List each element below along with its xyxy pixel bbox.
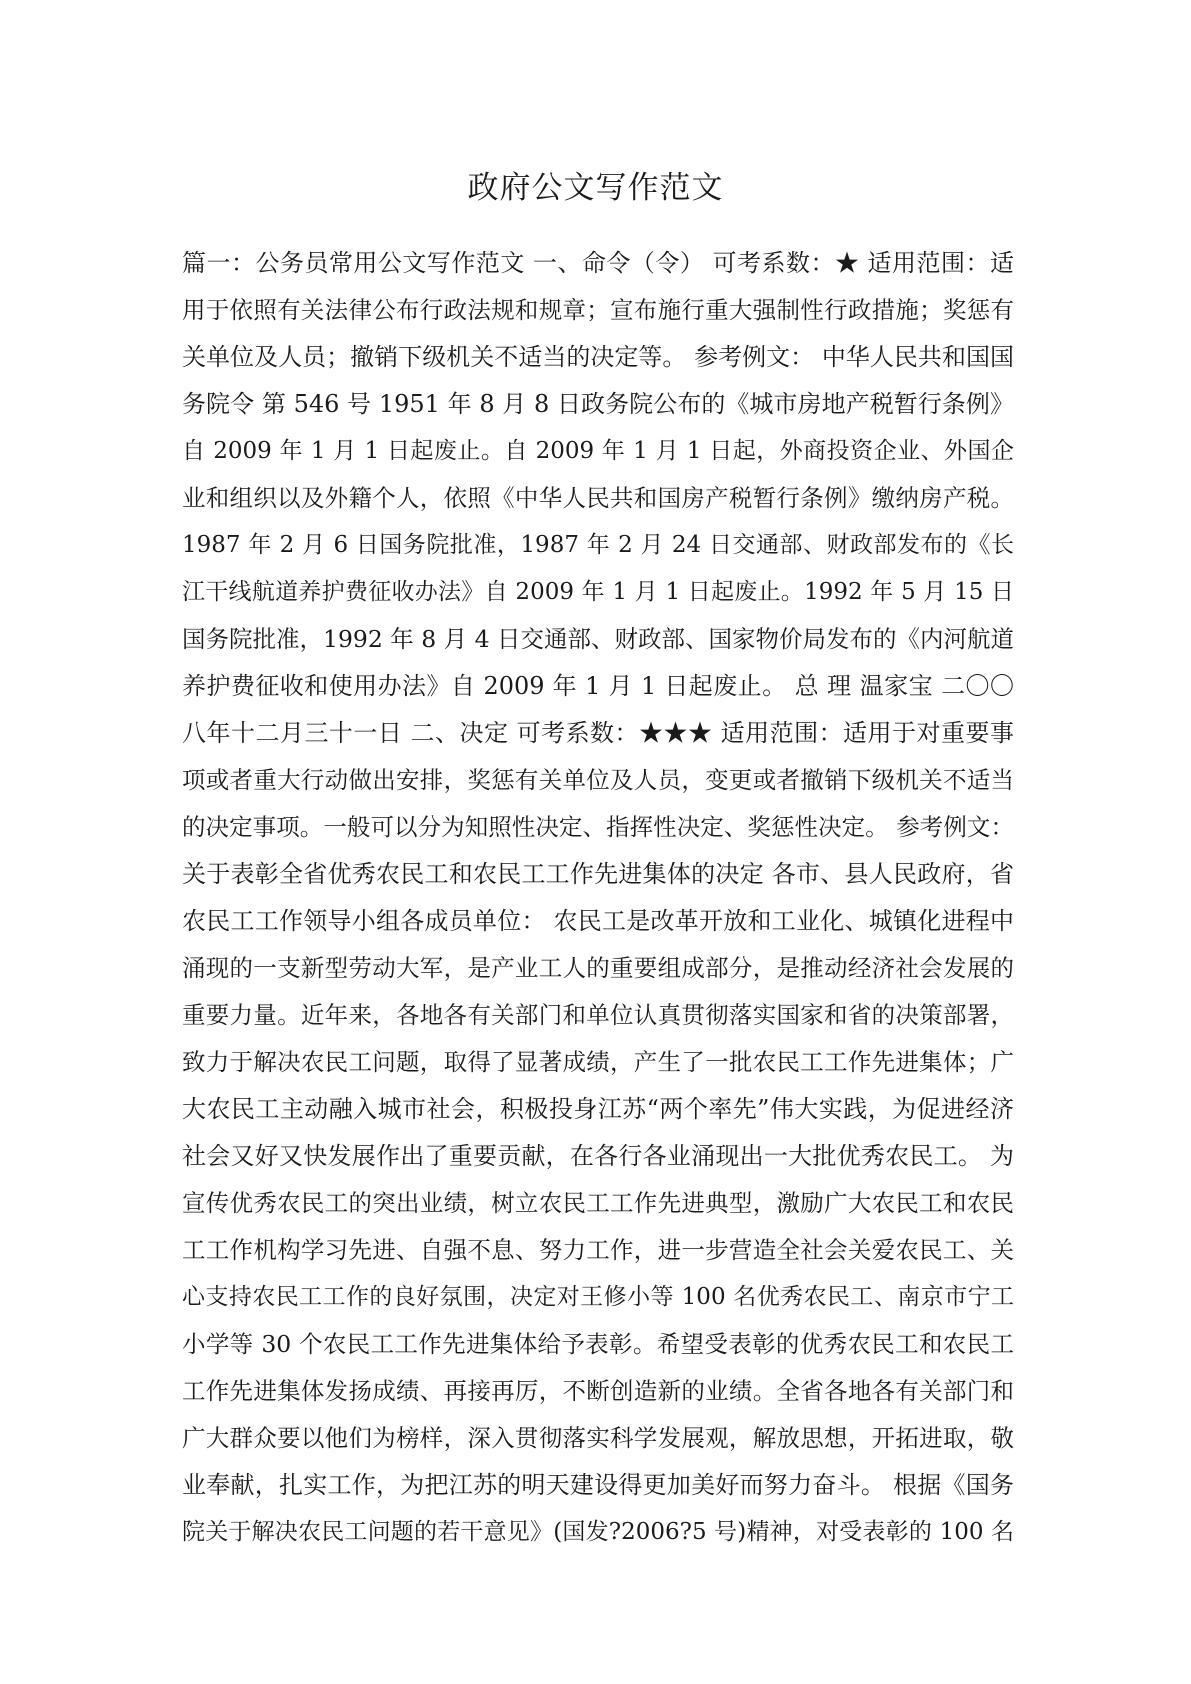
body-text-line: 业奉献，扎实工作，为把江苏的明天建设得更加美好而努力奋斗。 根据《国务 bbox=[182, 1471, 1014, 1499]
body-text-line: 关于表彰全省优秀农民工和农民工工作先进集体的决定 各市、县人民政府，省 bbox=[182, 860, 1014, 888]
body-text-line: 工工作机构学习先进、自强不息、努力工作，进一步营造全社会关爱农民工、关 bbox=[182, 1236, 1014, 1264]
body-text-line: 八年十二月三十一日 二、决定 可考系数：★★★ 适用范围：适用于对重要事 bbox=[182, 719, 1014, 747]
body-text-line: 国务院批准，1992 年 8 月 4 日交通部、财政部、国家物价局发布的《内河航道 bbox=[182, 625, 1015, 653]
body-text-line: 用于依照有关法律公布行政法规和规章；宣布施行重大强制性行政措施；奖惩有 bbox=[182, 296, 1014, 324]
body-text-line: 业和组织以及外籍个人，依照《中华人民共和国房产税暂行条例》缴纳房产税。 bbox=[182, 484, 1014, 512]
body-text-line: 江干线航道养护费征收办法》自 2009 年 1 月 1 日起废止。1992 年 5 月 15 日 bbox=[182, 579, 1014, 605]
body-text-line: 务院令 第 546 号 1951 年 8 月 8 日政务院公布的《城市房地产税暂行条例》 bbox=[182, 390, 1014, 418]
body-text-line: 社会又好又快发展作出了重要贡献，在各行各业涌现出一大批优秀农民工。 为 bbox=[182, 1142, 1014, 1170]
body-text-line: 的决定事项。一般可以分为知照性决定、指挥性决定、奖惩性决定。 参考例文： bbox=[182, 813, 1014, 841]
body-text-line: 致力于解决农民工问题，取得了显著成绩，产生了一批农民工工作先进集体；广 bbox=[182, 1048, 1014, 1076]
body-text-line: 广大群众要以他们为榜样，深入贯彻落实科学发展观，解放思想，开拓进取，敬 bbox=[182, 1424, 1014, 1452]
body-text-line: 自 2009 年 1 月 1 日起废止。自 2009 年 1 月 1 日起，外商投资企业、外国企 bbox=[182, 438, 1014, 464]
body-text-line: 关单位及人员；撤销下级机关不适当的决定等。 参考例文： 中华人民共和国国 bbox=[182, 343, 1014, 371]
body-text-line: 工作先进集体发扬成绩、再接再厉，不断创造新的业绩。全省各地各有关部门和 bbox=[182, 1377, 1014, 1405]
body-text-line: 重要力量。近年来，各地各有关部门和单位认真贯彻落实国家和省的决策部署， bbox=[182, 1001, 1014, 1029]
body-text-line: 1987 年 2 月 6 日国务院批准，1987 年 2 月 24 日交通部、财政部发布的《长 bbox=[182, 532, 1014, 558]
body-text-line: 养护费征收和使用办法》自 2009 年 1 月 1 日起废止。 总 理 温家宝 二〇〇 bbox=[182, 672, 1014, 700]
document-body bbox=[182, 240, 1014, 1556]
body-text-line: 篇一：公务员常用公文写作范文 一、命令（令） 可考系数：★ 适用范围：适 bbox=[182, 249, 1014, 277]
body-text-line: 心支持农民工工作的良好氛围，决定对王修小等 100 名优秀农民工、南京市宁工 bbox=[182, 1284, 1014, 1310]
document-title: 政府公文写作范文 bbox=[467, 170, 724, 206]
body-text-line: 涌现的一支新型劳动大军，是产业工人的重要组成部分，是推动经济社会发展的 bbox=[182, 954, 1014, 982]
body-text-line: 院关于解决农民工问题的若干意见》(国发?2006?5 号)精神，对受表彰的 100 名 bbox=[182, 1519, 1014, 1545]
body-text-line: 小学等 30 个农民工工作先进集体给予表彰。希望受表彰的优秀农民工和农民工 bbox=[182, 1330, 1014, 1358]
body-text-line: 农民工工作领导小组各成员单位： 农民工是改革开放和工业化、城镇化进程中 bbox=[182, 907, 1014, 935]
body-text-line: 项或者重大行动做出安排，奖惩有关单位及人员，变更或者撤销下级机关不适当 bbox=[182, 766, 1014, 794]
body-text-line: 大农民工主动融入城市社会，积极投身江苏“两个率先”伟大实践，为促进经济 bbox=[182, 1095, 1014, 1123]
body-text-line: 宣传优秀农民工的突出业绩，树立农民工工作先进典型，激励广大农民工和农民 bbox=[182, 1189, 1014, 1217]
